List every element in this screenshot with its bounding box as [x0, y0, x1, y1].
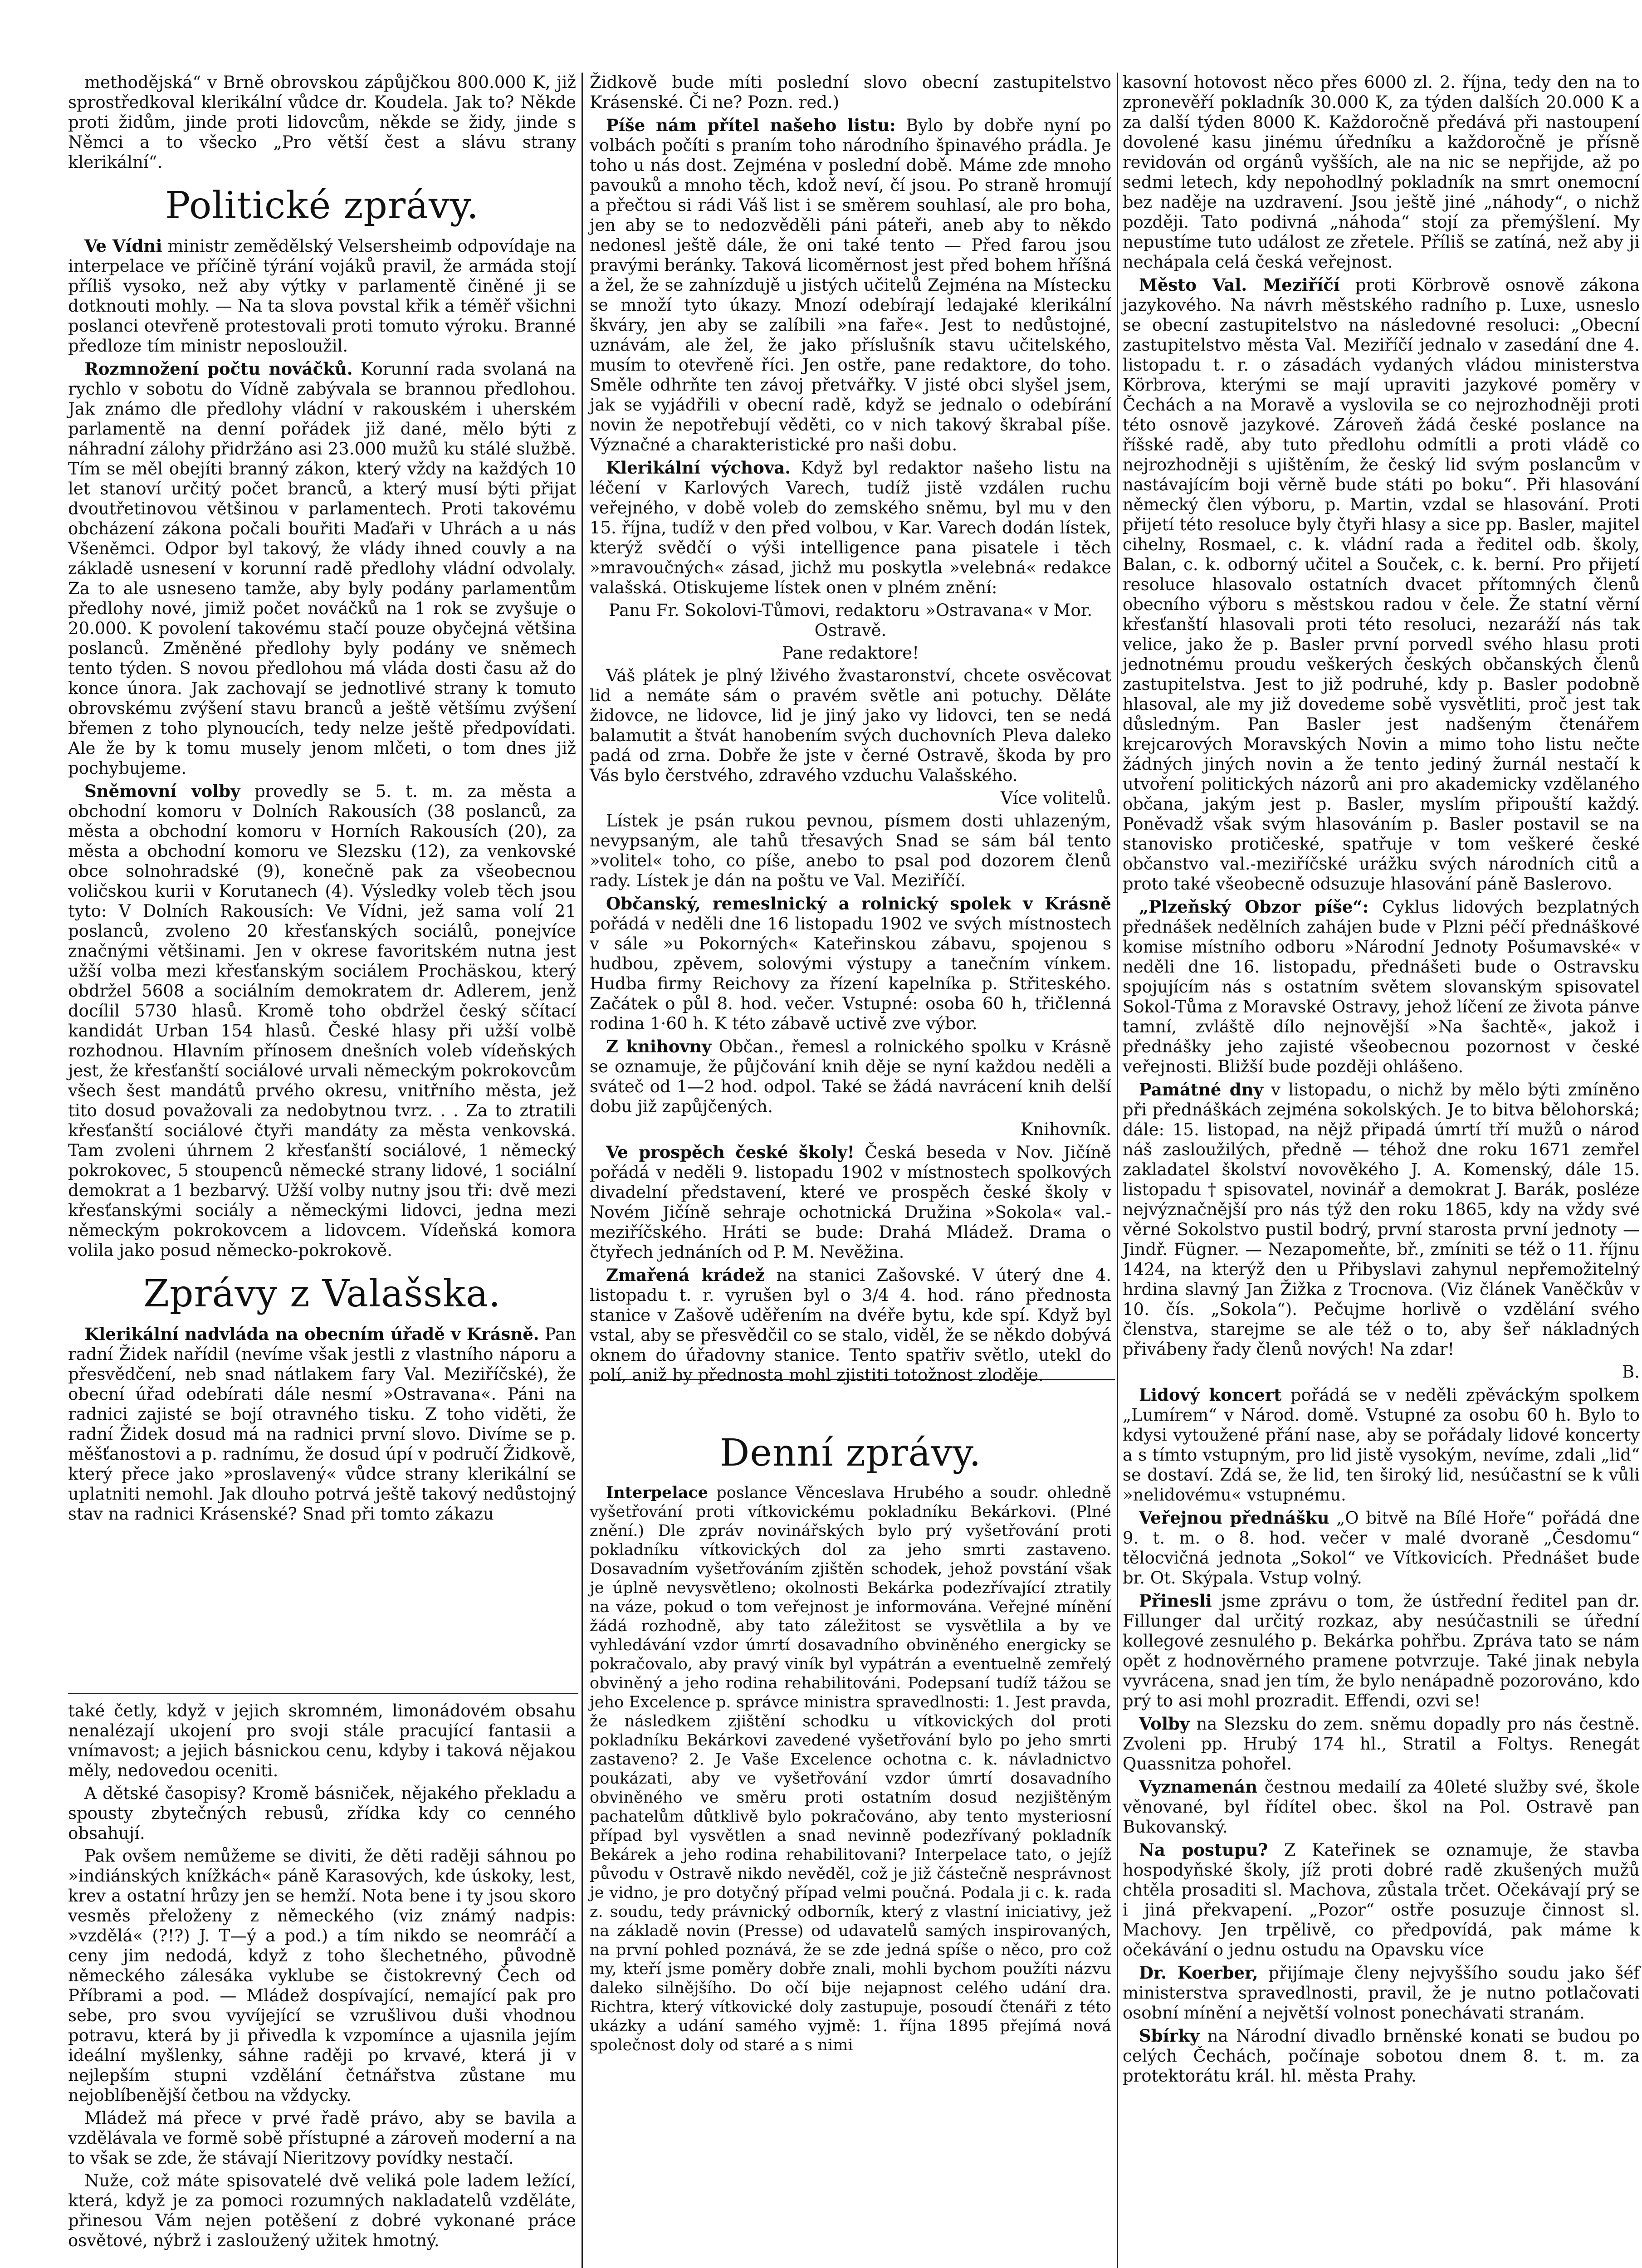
column-2-denni-zpravy [590, 1420, 1111, 2268]
intro-paragraph: methodějská“ v Brně obrovskou zápůjčkou 800.000 K, již sprostředkoval klerikální vůdce dr. Koudela. Jak to? Někde proti židům, jinde proti lidovcům, někde se židy, jinde s Němci a to všecko „Pro větší čest a slávu strany klerikální“. [68, 73, 576, 172]
section-heading-denni: Denní zprávy. [719, 1432, 982, 1475]
article-body: proti Körbrově osnově zákona jazykového. Na návrh městského radního p. Luxe, usneslo se obecní zastupitelstvo na následovné resoluci: „Obecní zastupitelstvo města Val. Meziříčí jednalo v zasedání dne 4. listopadu t. r. o zásadách vydaných vládou ministerstva Körbrova, kterými se mají upraviti jazykové poměry v Čechách a na Moravě a vyslovila se co nejrozhodněji proti této osnově jazykové. Zároveň žádá české poslance na říšské radě, aby tuto předlohu odmítli a proti vládě co nejrozhodněji s ujištěním, že český lid svým poslancům v nastávajícím boji věrně bude státi po boku“. Při hlasování německý člen výboru, p. Martin, vzdal se hlasování. Proti přijetí této resoluce byly čtyři hlasy a sice pp. Basler, majitel cihelny, Rosmael, c. k. vládní rada a ředitel odb. školy, Balan, c. k. odborný učitel a Souček, c. k. berní. Pro přijetí resoluce hlasovalo ostatních dvacet přítomných členů obecního výboru s městskou radou v čele. Že statní věrní křesťanští hlasovali proti této resoluci, nezaráží nás tak velice, jako že p. Basler první porvedl svého hlasu proti jednotnému proudu veškerých českých občanských členů zastupitelstva. Jest to již podruhé, kdy p. Basler podobně hlasoval, ale my již dovedeme sobě vysvětliti, proč jest tak důsledným. Pan Basler jest nadšeným čtenářem krejcarových Moravských Novin a mimo toho listu nečte žádných jiných novin a že tento jediný žurnál nestačí k utvoření politických názorů ani pro akademicky vzdělaného občana, jakým jest p. Basler, myslím připouští každý. Poněvadž však svým hlasováním p. Basler postavil se na stanovisko protičeské, spatřuje v tom veškeré české občanstvo val.-meziříčské urážku svých národních citů a proto také všeobecně odsuzuje hlasování páně Baslerovo. [1123, 275, 1640, 894]
article-ve-prospech [590, 1142, 1111, 1262]
article-pamatne-dny [1123, 1080, 1640, 1359]
article-zmarena-kradez [590, 1265, 1111, 1385]
article-klerikalni-nadvlada [68, 1324, 576, 1524]
article-lead: Veřejnou přednášku [1139, 1508, 1329, 1528]
article-body: jsme zprávu o tom, že ústřední ředitel pan dr. Fillunger dal určitý rozkaz, aby nesúčastnili se úřední kollegové zesnulého p. Bekárka pohřbu. Zpráva tato se nám opět z hodnověrného pramene potvrzuje. Také jinak nebyla vyvrácena, snad jen tím, že bylo nenápadně pozorováno, kdo prý to asi mohl prozradit. Effendi, ozvi se! [1123, 1591, 1640, 1711]
article-lead: Na postupu? [1139, 1840, 1268, 1860]
letter-body: Váš plátek je plný lživého žvastaronství, chcete osvěcovat lid a nemáte sám o pravém světle ani potuchy. Děláte židovce, ne lidovce, lid je jiný jako vy lidovci, ten se nedá balamutit a štvát hanobením svých duchovních Pleva daleko padá od zrna. Dobře že jste v černé Ostravě, škoda by pro Vás bylo čerstvého, zdravého vzduchu Valašského. [590, 666, 1111, 785]
article-lead: Město Val. Meziříčí [1139, 275, 1340, 295]
article-body: čestnou medailí za 40leté služby své, škole věnované, byl řídítel obec. škol na Pol. Ostravě pan Bukovanský. [1123, 1777, 1640, 1837]
letter-signature: Více volitelů. [1001, 788, 1111, 808]
article-na-postupu [1123, 1840, 1640, 1960]
article-body: provedly se 5. t. m. za města a obchodní komoru v Dolních Rakousích (38 poslanců, za města a obchodní komoru v Horních Rakousích (20), za města a obchodní komoru ve Slezsku (12), za venkovské obce solnohradské (9), konečně pak za všeobecnou voličskou kurii v Korutanech (4). Výsledky voleb těch jsou tyto: V Dolních Rakousích: Ve Vídni, jež sama volí 21 poslanců, zvoleno 20 křesťanských sociálů, ponejvíce značnými většinami. Jen v okrese favoritském nutna jest užší volba mezi křesťanským sociálem Prochäskou, který obdržel 5608 a sociálním demokratem dr. Adlerem, jenž docílil 5730 hlasů. Kromě toho obdržel český sčítací kandidát Urban 154 hlasů. České hlasy při užší volbě rozhodnou. Hlavním přínosem dnešních voleb vídeňských jest, že křesťanští sociálové urvali německým pokrokovcům všech šest mandátů prvého okresu, vnitřního města, jež tito dosud považovali za nedobytnou tvrz. . . Za to ztratili křesťanští sociálové čtyři mandáty za města venkovská. Tam zvoleni úhrnem 2 křesťanští sociálové, 1 německý pokrokovec, 5 stoupenců německé strany lidové, 1 sociální demokrat a 1 bezbarvý. Užší volby nutny jsou tři: dvě mezi křesťanskými sociály a německými lidovci, jedna mezi německým pokrokovcem a lidovcem. Vídeňská komora volila jako posud německo-pokrokově. [68, 782, 576, 1260]
article-prinesli [1123, 1591, 1640, 1711]
article-dr-koerber [1123, 1963, 1640, 2023]
feuilleton-paragraph: A dětské časopisy? Kromě básniček, nějakého překladu a spousty zbytečných rebusů, zřídka kdy co cenného obsahují. [68, 1784, 576, 1843]
article-interpelace [590, 1483, 1111, 2055]
article-body: Občan., řemesl a rolnického spolku v Krásně se oznamuje, že půjčování knih děje se nyní každou neděli a sváteč od 1—2 hod. odpol. Také se žádá navrácení knih delší dobu již zapůjčených. [590, 1037, 1112, 1116]
article-sbirky [1123, 2026, 1640, 2086]
article-lidovy-koncert [1123, 1385, 1640, 1505]
article-body: v listopadu, o nichž by mělo býti zmíněno při přednáškách zejména sokolských. Je to bitva bělohorská; dále: 15. listopad, na nějž připadá úmrtí tří mužů o národ náš zasloužilých, předně — téhož dne roku 1671 zemřel zakladatel školství novověkého J. A. Komenský, dále 15. listopadu † spisovatel, novinář a demokrat J. Barák, posléze nejvýznačnější pro nás týž den roku 1865, kdy na vždy své věrné Sokolstvo pustil bodrý, první starosta první jednoty — Jindř. Fügner. — Nezapomeňte, bř., zmíniti se též o 11. říjnu 1424, na kterýž den u Přibyslavi zahynul nepřemožitelný hrdina slavný Jan Žižka z Trocnova. (Viz článek Vaněčkův v 10. čís. „Sokola“). Pečujme horlivě o vzdělání svého členstva, starejme se ale též o to, aby šeř nákladných přivábeny řady členů nových! Na zdar! [1123, 1080, 1640, 1359]
column-1-feuilleton [68, 1701, 576, 2268]
article-body: Bylo by dobře nyní po volbách počíti s praním toho národního špinavého prádla. Je toho u nás dost. Zejména v poslední době. Máme zde mnoho pavouků a mnoho těch, kdož neví, čí jsou. Po straně hromují a přečtou si rádi Váš list i se směrem souhlasí, ale pro boha, jen aby se to nedozvěděli páni páteři, aneb aby to někdo nedonesl ještě dále, že oni také tento — Před farou jsou pravými beránky. Taková licoměrnost jest před bohem hříšná a žel, že se zahnízdujě u jistých učitelů Zejména na Místecku se množí tyto úkazy. Mnozí odebírají ledajaké klerikální škváry, jen aby se zalíbili »na faře«. Jest to nedůstojné, uznávám, ale žel, že jako příslušník stavu učitelského, musím to otevřeně říci. Jen ostře, pane redaktore, do toho. Směle odhrňte ten závoj přetvářky. V jisté obci slyšel jsem, jak se vyjádřili v obecní radě, když se jednalo o odebírání novin že nepotřebují věděti, co v nich takový škrabal píše. Význačné a charakteristické pro naši dobu. [590, 116, 1111, 455]
article-body: pořádá v neděli dne 16 listopadu 1902 ve svých místnostech v sále »u Pokorných« Kateřinskou zábavu, spojenou s hudbou, zpěvem, solovými výstupy a tanečním vínkem. Hudba firmy Reichovy za řízení kapelníka p. Střiteského. Začátek o půl 8. hod. večer. Vstupné: osoba 60 h, třičlenná rodina 1·60 h. K této zábavě uctivě zve výbor. [590, 914, 1111, 1033]
article-body: na Národní divadlo brněnské konati se budou po celých Čechách, počínaje sobotou dnem 8. t. m. za protektorátu král. hl. města Prahy. [1123, 2026, 1640, 2086]
article-obcansky-spolek [590, 894, 1111, 1034]
article-klerikalni-vychova [590, 458, 1111, 598]
article-lead: Volby [1139, 1714, 1190, 1734]
article-lead: Sněmovní volby [84, 781, 240, 801]
column-1 [68, 73, 576, 1737]
article-body: ministr zemědělský Velsersheimb odpovídaje na interpelace ve příčině týrání vojáků pravil, že armáda stojí příliš vysoko, než aby výtky v parlamentě činěné ji se dotknouti mohly. — Na ta slova povstal křik a téměř všichni poslanci otevřeně protestovali proti tomuto výroku. Branné předloze tím ministr neposloužil. [68, 236, 576, 356]
column-rule-1 [582, 73, 583, 2268]
article-body: Když byl redaktor našeho listu na léčení v Karlových Varech, tudíž jistě vzdálen ruchu veřejného, v době voleb do zemského sněmu, byl mu v den 15. října, tudíž v den před volbou, v Kar. Varech dodán lístek, kterýž svědčí o výši intelligence pana pisatele i těch »mravoučných« zásad, jichž mu poskytla »velebná« redakce valašská. Otiskujeme lístek onen v plném znění: [590, 458, 1111, 597]
feuilleton-paragraph: také četly, když v jejich skromném, limonádovém obsahu nenalézají ukojení pro svoji stále pracující fantasii a vnímavost; a jejich básnickou cenu, kdyby i taková nějakou měly, nedovedou oceniti. [68, 1701, 576, 1780]
article-body: Česká beseda v Nov. Jičíně pořádá v neděli 9. listopadu 1902 v místnostech spolkových divadelní představení, které ve prospěch české školy v Novém Jičíně sehraje ochotnická Družina »Sokola« val.-meziříčského. Hráti se bude: Drahá Mládež. Drama o čtyřech jednáních od P. M. Nevěžina. [590, 1143, 1111, 1262]
article-vyznamenan [1123, 1777, 1640, 1837]
article-body: Korunní rada svolaná na rychlo v sobotu do Vídně zabývala se brannou předlohou. Jak známo dle předlohy vládní v rakouském i uherském parlamentě na denní pořádek již dané, mělo býti z náhradní zálohy přidržáno asi 23.000 mužů ku stálé službě. Tím se měl obejíti branný zákon, který vždy na každých 10 let stanoví určitý počet branců, a který musí býti přijat dvoutřetinovou většinou v parlamentech. Proti takovému obcházení zákona počali bouřiti Maďaři v Uhrách a u nás Všeněmci. Odpor byl takový, že vlády ihned couvly a na základě usnesení v korunní radě předlohy vládní odvolaly. Za to ale usneseno tamže, aby byly podány parlamentům předlohy nové, jimiž počet nováčků na 1 rok se zvyšuje o 20.000. K povolení takovému stačí pouze obyčejná většina poslanců. Změněné předlohy byly podány ve sněmech tento týden. S novou předlohou má vláda dosti času až do konce února. Jak zachovají se jednotlivé strany k tomuto obrovskému zvýšení stavu branců a ještě většímu zvýšení břemen z toho plynoucích, tedy nelze ještě předpovídati. Ale že by k tomu musely jenom mlčeti, o tom dnes již pochybujeme. [68, 359, 577, 778]
article-lead: Dr. Koerber, [1139, 1963, 1258, 1983]
continued-paragraph: kasovní hotovost něco přes 6000 zl. 2. října, tedy den na to zpronevěří pokladník 30.000 K, za týden dalších 20.000 K a za další týden 8000 K. Každoročně předává při nastoupení dovolené kasu jinému úředníku a každoročně je přísně revidován od orgánů vyšších, ale na nic se nepřijde, až po sedmi letech, kdy nepohodlný pokladník na smrt onemocní bez naděje na uzdravení. Jsou ještě jiné „náhody“, o nichž později. Tato podivná „náhoda“ stojí za přemýšlení. My nepustíme tuto událost ze zřetele. Příliš se zatíná, než aby ji nechápala celá česká veřejnost. [1123, 73, 1640, 272]
column-rule-2 [1117, 73, 1118, 2268]
article-body: na Slezsku do zem. sněmu dopadly pro nás čestně. Zvoleni pp. Hrubý 174 hl., Stratil a Foltys. Renegát Quassnitza pohořel. [1123, 1714, 1640, 1774]
article-lead: Ve prospěch české školy! [606, 1142, 855, 1162]
article-lead: Vyznamenán [1139, 1777, 1258, 1797]
article-pise-nam [590, 115, 1111, 455]
article-lead: Přinesli [1139, 1591, 1212, 1611]
article-lead: Interpelace [606, 1483, 708, 1502]
feuilleton-paragraph: Pak ovšem nemůžeme se diviti, že děti raději sáhnou po »indiánských knížkách« páně Karasových, kde úskoky, lest, krev a ostatní hrůzy jen se hemží. Nota bene i ty jsou skoro vesměs přeloženy z německého (viz známý nadpis: »vzdělá« (?!?) J. T—ý a pod.) a tím nikdo se neomráčí a ceny jim nedodá, když z toho šlechetného, původně německého zálesáka vyklube se čistokrevný Čech od Příbrami a pod. — Mládež dospívající, nemající pak pro sebe, pro svou vyvíjející se vzrušlivou duši vhodnou potravu, která by ji přivedla k vzpomínce a ujasnila jejím ideální myšlenky, sáhne raději po krvavé, která ji v nejlepším stupni vzdělání četnářstva zůstane mu nejoblíbenější četbou na vždycky. [68, 1846, 576, 2105]
article-lead: Z knihovny [606, 1036, 712, 1056]
letter-commentary: Lístek je psán rukou pevnou, písmem dosti uhlazeným, nevypsaným, ale tahů třesavých Snad se sám bál tento »volitel« toho, co píše, anebo to psal pod dozorem členů rady. Lístek je dán na poštu ve Val. Meziříčí. [590, 811, 1111, 890]
article-mesto-val-mezirici [1123, 275, 1640, 894]
article-body: pořádá se v neděli zpěváckým spolkem „Lumírem“ v Národ. domě. Vstupné za osobu 60 h. Bylo to kdysi vytoužené přání nase, aby se pořádaly lidové koncerty a s tímto vstupným, pro lid jistě vysokým, nevíme, zdali „lid“ se dostaví. Zdá se, že lid, ten široký lid, nesúčastní se k vůli »nelidovému« vstupnému. [1123, 1385, 1640, 1505]
article-verejna-prednaska [1123, 1508, 1640, 1588]
article-body: Cyklus lidových bezplatných přednášek nedělních zahájen bude v Plzni péčí přednáškové komise místního odboru »Národní Jednoty Pošumavské« v neděli dne 16. listopadu, přednášeti bude o Ostravsku spojujícím nás s ostatním světem slovanským spisovatel Sokol-Tůma z Moravské Ostravy, jehož líčení ze života pánve tamní, zvláště dílo nejnovější »Na šachtě«, jakož i přednášky jeho zajisté všeobecnou pozornost v české veřejnosti. Bližší bude později ohlášeno. [1123, 897, 1640, 1076]
section-heading-politicke: Politické zprávy. [165, 184, 479, 227]
article-lead: Ve Vídni [84, 236, 162, 256]
article-plzensky-obzor [1123, 897, 1640, 1077]
article-lead: Občanský, remeslnický a rolnický spolek v Krásně [606, 894, 1111, 914]
article-ve-vidni [68, 236, 576, 356]
article-volby [1123, 1714, 1640, 1774]
newspaper-page [68, 73, 1642, 2268]
letter-address: Panu Fr. Sokolovi-Tůmovi, redaktoru »Ostravana« v Mor. Ostravě. [608, 601, 1093, 640]
article-z-knihovny [590, 1036, 1111, 1117]
feuilleton-paragraph: Mládež má přece v prvé řadě právo, aby se bavila a vzdělávala ve formě sobě přístupné a zároveň moderní a na to však se zde, že stávají Nieritzovy povídky nestačí. [68, 2108, 576, 2168]
article-body: Z Kateřinek se oznamuje, že stavba hospodyňské školy, jíž proti dobré radě zkušených mužů chtěla prosaditi sl. Machova, zůstala trčet. Očekávají prý se i jiná překvapení. „Pozor“ ostře posuzuje činnost sl. Machovy. Jen trpělivě, co předpovídá, pak máme k očekávání o jednu ostudu na Opavsku více [1123, 1840, 1640, 1960]
article-signature: B. [1622, 1362, 1640, 1382]
article-lead: „Plzeňský Obzor píše“: [1139, 897, 1369, 917]
article-lead: Sbírky [1139, 2026, 1200, 2046]
section-heading-valassko: Zprávy z Valašska. [143, 1272, 501, 1315]
letter-salutation: Pane redaktore! [782, 643, 919, 663]
article-snemovni-volby [68, 781, 576, 1261]
editorial-note: Židkově bude míti poslední slovo obecní zastupitelstvo Krásenské. Či ne? Pozn. red.) [590, 73, 1111, 112]
article-lead: Památné dny [1139, 1080, 1263, 1100]
column-2 [590, 73, 1112, 1385]
column-3 [1123, 73, 1640, 2268]
article-body: přijímaje členy nejvyššího soudu jako šéf ministerstva spravedlnosti, pravil, že je nutno potlačovati osobní mínění a největší volnost ponechávati stranám. [1123, 1963, 1640, 2023]
feuilleton-paragraph: Nuže, což máte spisovatelé dvě veliká pole ladem ležící, která, když je za pomoci rozumných nakladatelů vzděláte, přinesou Vám nejen potěšení z dobré vykonané práce osvětové, nýbrž i zasloužený užitek hmotný. [68, 2171, 576, 2250]
article-rozmnozeni [68, 359, 576, 778]
article-lead: Rozmnožení počtu nováčků. [84, 359, 353, 379]
article-lead: Zmařená krádež [606, 1265, 765, 1285]
article-lead: Klerikální výchova. [606, 458, 791, 478]
article-body: poslance Věnceslava Hrubého a soudr. ohledně vyšetřování proti vítkovickému pokladníku Bekárkovi. (Plné znění.) Dle zpráv novinářských bylo prý vyšetřování proti pokladníku vítkovických dol za jeho smrti zastaveno. Dosavadním vyšetřováním zjištěn schodek, jehož povstání však je úplně nevysvětleno; okolnosti Bekárka podezřívající ztratily na váze, pokud o tom veřejnost je informována. Veřejné mínění žádá rozhodně, aby tato záležitost se vysvětlila a by ve vyhledávání vzdor úmrtí dosavadního obviněného energicky se pokračovalo, aby pravý viník byl vypátrán a eventuelně zemřelý obviněný a jeho rodina rehabilitováni. Podepsaní tudíž tážou se jeho Excelence p. správce ministra spravedlnosti: 1. Jest pravda, že následkem zjištění schodku u vítkovických dol proti pokladníku Bekárkovi zavedené vyšetřování bylo po jeho smrti zastaveno? 2. Je Vaše Excelence ochotna c. k. návladnictvo poukázati, aby ve vyšetřování vzdor úmrtí dosavadního obviněného ve směru proti ostatním dosud nezjištěným pachatelům důtklivě bylo pokračováno, aby tento mysteriosní případ byl vysvětlen a snad nevinně podezřívaný pokladník Bekárek a jeho rodina rehabilitovani? Interpelace tato, o jejíž původu v Ostravě nikdo nevěděl, což je již částečně nesprávnost je vidno, je pro dotyčný případ velmi poučná. Podala ji c. k. rada z. soudu, tedy právnický odborník, který z vlastní iniciativy, jež na základě novin (Presse) od udavatelů samých inspirovaných, na první pohled poznává, že se zde jedná spíše o něco, pro což my, kteří jsme poměry dobře znali, mohli bychom použíti názvu daleko silnějšího. Do očí bije nejapnost celého udání dra. Richtra, který vítkovické doly zastupuje, posoudí čtenáři z této ukázky a udání samého vyjmě: 1. října 1895 přejímá nová společnost doly od staré a s nimi [590, 1484, 1111, 2054]
article-body: Pan radní Židek nařídil (nevíme však jestli z vlastního náporu a přesvědčení, neb snad nátlakem fary Val. Meziříčské), že obecní úřad odebírati dále nesmí »Ostravana«. Páni na radnici zajisté se bojí otravného tisku. Z toho viděti, že radní Židek dosud má na radnici první slovo. Divíme se p. měšťanostovi a p. radnímu, že dosud úpí v područí Židkově, který přece jako »proslavený« vůdce strany klerikální se uplatniti nemohl. Jak dlouho potrvá ještě takový nedůstojný stav na radnici Krásenské? Snad při tomto zákazu [68, 1325, 577, 1524]
library-signature: Knihovník. [1020, 1119, 1111, 1139]
article-lead: Klerikální nadvláda na obecním úřadě v Krásně. [84, 1324, 539, 1344]
article-lead: Lidový koncert [1139, 1385, 1282, 1405]
article-body: „O bitvě na Bílé Hoře“ pořádá dne 9. t. m. o 8. hod. večer v malé dvoraně „Česdomu“ tělocvičná jednota „Sokol“ ve Vítkovicích. Přednášet bude br. Ot. Skýpala. Vstup volný. [1123, 1508, 1640, 1588]
article-lead: Píše nám přítel našeho listu: [606, 115, 896, 135]
article-body: na stanici Zašovské. V úterý dne 4. listopadu t. r. vyrušen byl o 3/4 4. hod. ráno přednosta stanice v Zašově uděřením na dvéře bytu, kde spí. Když byl vstal, aby se přesvědčil co se stalo, viděl, že se někdo dobývá oknem do úřadovny stanice. Tento spatřiv světlo, utekl do polí, aniž by přednosta mohl zjistiti totožnost zloděje. [590, 1266, 1112, 1385]
